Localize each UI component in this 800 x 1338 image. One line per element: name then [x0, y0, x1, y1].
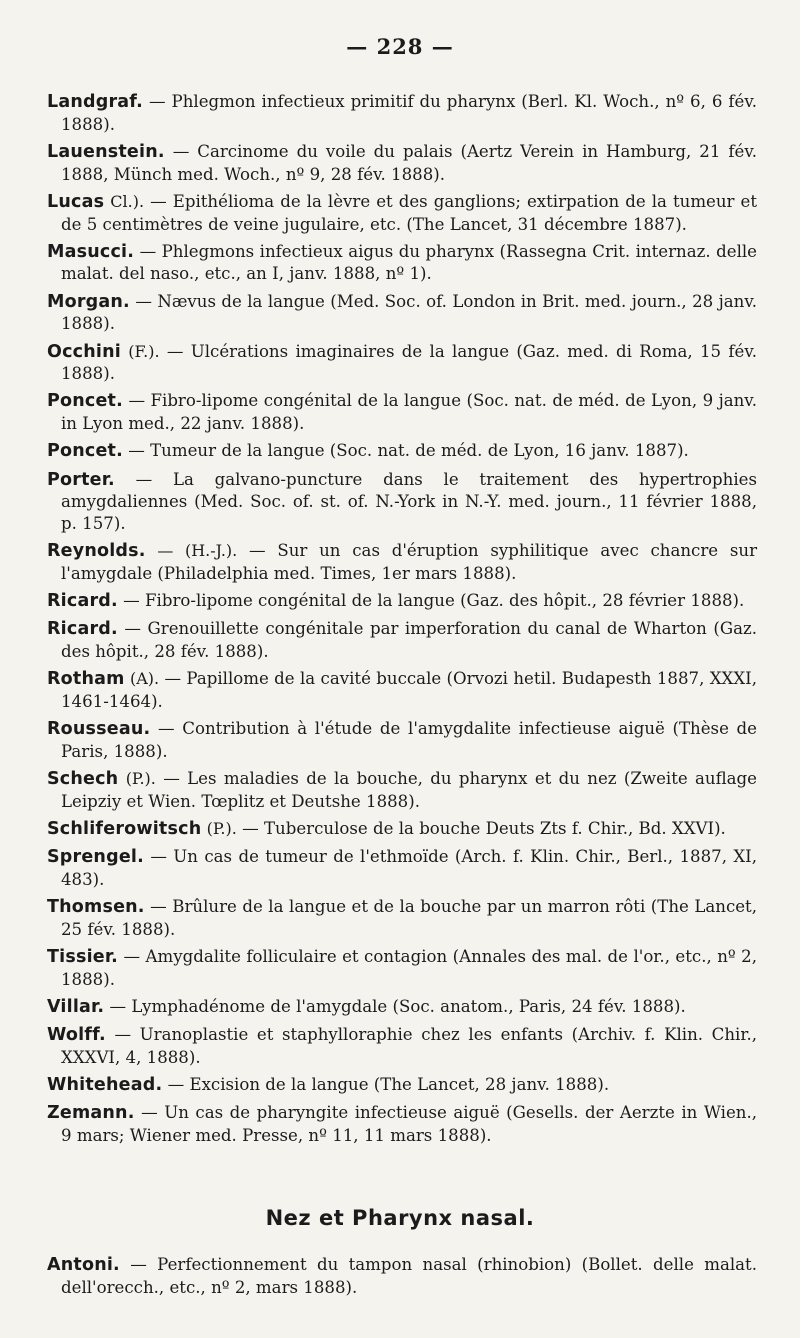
entry-author: Tissier.	[47, 946, 119, 967]
bibliography-entry	[47, 141, 757, 185]
entry-text: — Un cas de pharyngite infectieuse aiguë (Gesells. der Aerzte in Wien., 9 mars; Wiener med. Presse, nº 11, 11 mars 1888).	[61, 1103, 757, 1145]
bibliography-entry	[47, 1024, 757, 1068]
entry-author: Rotham	[47, 669, 125, 690]
bibliography-entry	[47, 1102, 757, 1146]
bibliography-entry	[47, 718, 757, 762]
entry-text: — La galvano-puncture dans le traitement des hypertrophies amygdaliennes (Med. Soc. of. st. of. N.-York in N.-Y. med. journ., 11 février 1888, p. 157).	[61, 469, 757, 533]
entry-text: — Papillome de la cavité buccale (Orvozi hetil. Budapesth 1887, XXXI, 1461-1464).	[61, 669, 757, 711]
entry-text: — Uranoplastie et staphylloraphie chez les enfants (Archiv. f. Klin. Chir., XXXVI, 4, 1888).	[61, 1025, 757, 1067]
entry-text: — Carcinome du voile du palais (Aertz Verein in Hamburg, 21 fév. 1888, Münch med. Woch., nº 9, 28 fév. 1888).	[61, 141, 757, 184]
entry-author: Lucas	[47, 191, 105, 212]
entry-author: Whitehead.	[47, 1074, 163, 1095]
entry-author: Sprengel.	[47, 847, 144, 868]
entry-author: Poncet.	[47, 441, 123, 462]
entry-text: — Epithélioma de la lèvre et des ganglions; extirpation de la tumeur et de 5 centimètres de veine jugulaire, etc. (The Lancet, 31 décembre 1887).	[61, 191, 758, 234]
entry-text: — Perfectionnement du tampon nasal (rhinobion) (Bollet. delle malat. dell'orecch., etc., nº 2, mars 1888).	[61, 1255, 757, 1297]
entry-author: Poncet.	[47, 391, 123, 412]
entry-author: Morgan.	[47, 291, 130, 312]
entry-text: — Tumeur de la langue (Soc. nat. de méd. de Lyon, 16 janv. 1887).	[128, 441, 689, 461]
bibliography-entry	[47, 191, 757, 235]
bibliography-entry	[47, 341, 757, 385]
bibliography-entry	[47, 996, 757, 1019]
entry-initial: (P.).	[206, 818, 237, 838]
bibliography-list	[47, 91, 757, 1152]
entry-author: Zemann.	[47, 1103, 135, 1124]
bibliography-entry	[47, 590, 757, 613]
page-number: — 228 —	[346, 34, 454, 59]
entry-text: — Grenouillette congénitale par imperforation du canal de Wharton (Gaz. des hôpit., 28 fév. 1888).	[61, 619, 757, 661]
entry-text: — Tuberculose de la bouche Deuts Zts f. Chir., Bd. XXVI).	[242, 818, 726, 838]
bibliography-entry	[47, 946, 757, 990]
bibliography-entry	[47, 668, 757, 712]
bibliography-entry	[47, 390, 757, 434]
entry-text: — Contribution à l'étude de l'amygdalite infectieuse aiguë (Thèse de Paris, 1888).	[61, 719, 758, 761]
entry-initial: (F.).	[128, 341, 160, 361]
entry-text: — Fibro-lipome congénital de la langue (Gaz. des hôpit., 28 février 1888).	[123, 591, 745, 611]
bibliography-entry	[47, 1254, 757, 1298]
entry-author: Landgraf.	[47, 92, 144, 112]
entry-author: Reynolds.	[47, 541, 146, 562]
entry-author: Ricard.	[47, 619, 118, 640]
entry-author: Wolff.	[47, 1025, 106, 1046]
bibliography-entry	[47, 618, 757, 662]
entry-initial: — (H.-J.).	[157, 541, 238, 561]
bibliography-entry	[47, 469, 757, 535]
entry-initial: (P.).	[125, 768, 156, 788]
bibliography-entry	[47, 241, 757, 285]
bibliography-entry	[47, 818, 757, 841]
entry-text: — Fibro-lipome congénital de la langue (Soc. nat. de méd. de Lyon, 9 janv. in Lyon med., 22 janv. 1888).	[61, 391, 757, 434]
entry-initial: (A).	[129, 669, 160, 689]
entry-author: Porter.	[47, 469, 115, 490]
entry-text: — Phlegmons infectieux aigus du pharynx (Rassegna Crit. internaz. delle malat. del naso., etc., an I, janv. 1888, nº 1).	[61, 241, 758, 284]
entry-text: — Lymphadénome de l'amygdale (Soc. anatom., Paris, 24 fév. 1888).	[109, 996, 686, 1016]
entry-author: Masucci.	[47, 241, 135, 262]
bibliography-entry	[47, 846, 757, 890]
entry-text: — Nævus de la langue (Med. Soc. of. London in Brit. med. journ., 28 janv. 1888).	[61, 291, 758, 334]
section-heading: Nez et Pharynx nasal.	[265, 1206, 535, 1230]
bibliography-entry	[47, 440, 757, 463]
entry-author: Occhini	[47, 341, 121, 362]
entry-author: Lauenstein.	[47, 141, 165, 162]
entry-text: — Ulcérations imaginaires de la langue (Gaz. med. di Roma, 15 fév. 1888).	[61, 341, 758, 384]
entry-initial: Cl.).	[110, 191, 145, 211]
entry-author: Antoni.	[47, 1255, 120, 1275]
entry-text: — Phlegmon infectieux primitif du pharynx (Berl. Kl. Woch., nº 6, 6 fév. 1888).	[61, 92, 757, 134]
entry-text: — Un cas de tumeur de l'ethmoïde (Arch. f. Klin. Chir., Berl., 1887, XI, 483).	[61, 847, 757, 889]
bibliography-entry	[47, 291, 757, 335]
bibliography-entry	[47, 1074, 757, 1097]
entry-text: — Brûlure de la langue et de la bouche par un marron rôti (The Lancet, 25 fév. 1888).	[61, 897, 757, 939]
entry-text: — Excision de la langue (The Lancet, 28 janv. 1888).	[167, 1074, 610, 1094]
entry-author: Thomsen.	[47, 897, 145, 917]
bibliography-entry	[47, 540, 757, 584]
bibliography-entry	[47, 91, 757, 135]
entry-author: Schliferowitsch	[47, 818, 202, 839]
entry-author: Villar.	[47, 996, 105, 1017]
entry-text: — Amygdalite folliculaire et contagion (Annales des mal. de l'or., etc., nº 2, 1888).	[61, 946, 757, 989]
bibliography-entry	[47, 896, 757, 940]
entry-text: — Sur un cas d'éruption syphilitique avec chancre sur l'amygdale (Philadelphia med. Times, 1er mars 1888).	[61, 541, 758, 583]
bibliography-entry	[47, 768, 757, 812]
entry-author: Rousseau.	[47, 719, 151, 740]
nasal-bibliography-list	[47, 1254, 757, 1304]
entry-author: Ricard.	[47, 591, 118, 612]
entry-author: Schech	[47, 768, 119, 789]
entry-text: — Les maladies de la bouche, du pharynx et du nez (Zweite auflage Leipziy et Wien. Tœplitz et Deutshe 1888).	[61, 768, 758, 811]
